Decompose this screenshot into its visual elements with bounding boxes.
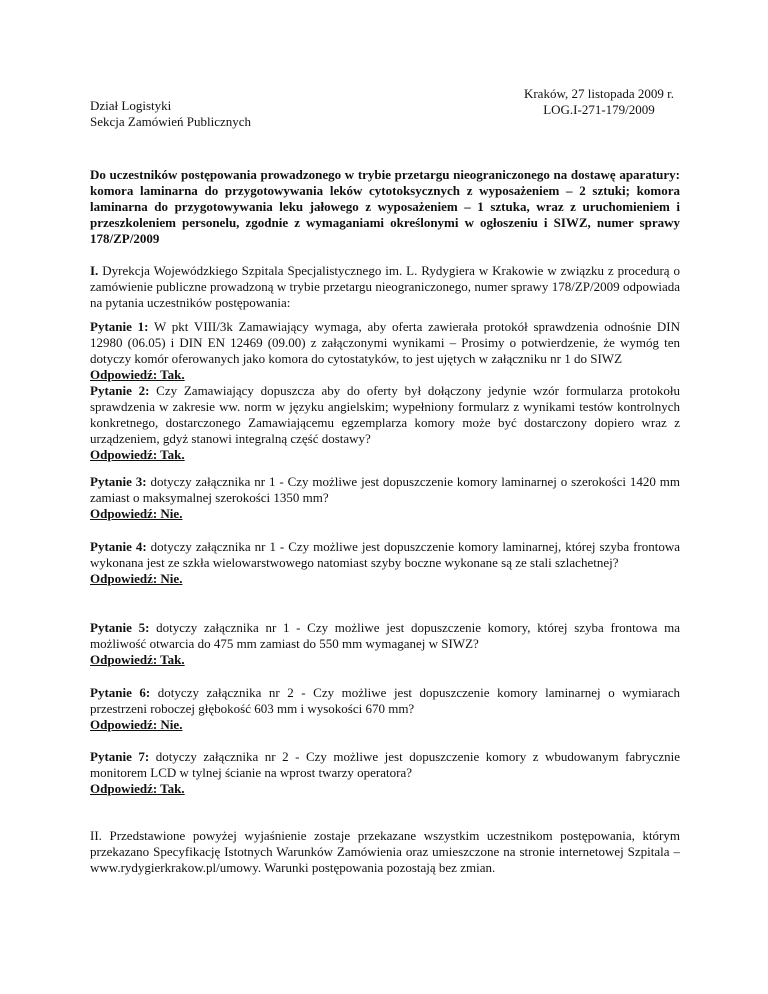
question-1 [90, 319, 680, 367]
answer-2: Odpowiedź: Tak. [90, 447, 185, 462]
qa-block-3 [90, 474, 680, 522]
question-text: Czy Zamawiający dopuszcza aby do oferty był dołączony jedynie wzór formularza protokołu sprawdzenia w zakresie ww. norm w języku angielskim; wypełniony formularz z wynikami testów kontrolnych konkretnego, dostarczonego Zamawiającemu egzemplarza komory może być dostarczony dopiero wraz z urządzeniem, gdyż stanowi integralną część dostawy? [90, 383, 680, 446]
question-label: Pytanie 1: [90, 319, 149, 334]
answer-4: Odpowiedź: Nie. [90, 571, 183, 586]
qa-block-4 [90, 539, 680, 587]
city-date: Kraków, 27 listopada 2009 r. [523, 86, 675, 101]
document-title: Do uczestników postępowania prowadzonego w trybie przetargu nieograniczonego na dostawę aparatury: komora laminarna do przygotowywania leków cytotoksycznych z wyposażeniem – 2 sztuki; komora laminarna do przygotowywania leku jałowego z wyposażeniem – 1 sztuka, wraz z uruchomieniem i przeszkoleniem personelu, zgodnie z wymaganiami określonymi w ogłoszeniu i SIWZ, numer sprawy 178/ZP/2009 [90, 167, 680, 246]
reference-number: LOG.I-271-179/2009 [543, 102, 655, 117]
question-label: Pytanie 7: [90, 749, 150, 764]
question-text: dotyczy załącznika nr 1 - Czy możliwe jest dopuszczenie komory laminarnej o szerokości 1420 mm zamiast o maksymalnej szerokości 1350 mm? [90, 474, 680, 505]
question-6 [90, 685, 680, 717]
question-text: dotyczy załącznika nr 1 - Czy możliwe jest dopuszczenie komory laminarnej, której szyba frontowa wykonana jest ze szkła wielowarstwowego natomiast szyby boczne wykonane są ze stali szlachetnej? [90, 539, 681, 570]
answer-3: Odpowiedź: Nie. [90, 506, 183, 521]
header-right [514, 86, 684, 118]
intro-paragraph [90, 263, 680, 311]
section: Sekcja Zamówień Publicznych [90, 114, 252, 129]
question-label: Pytanie 5: [90, 620, 150, 635]
question-7 [90, 749, 680, 781]
question-label: Pytanie 2: [90, 383, 150, 398]
intro-label: I. [90, 263, 99, 278]
intro-text: Dyrekcja Wojewódzkiego Szpitala Specjalistycznego im. L. Rydygiera w Krakowie w związku z procedurą o zamówienie publiczne prowadzoną w trybie przetargu nieograniczonego, numer sprawy 178/ZP/2009 odpowiada na pytania uczestników postępowania: [90, 263, 680, 310]
qa-block-6 [90, 685, 680, 733]
qa-block-1-2 [90, 319, 680, 463]
department: Dział Logistyki [90, 98, 172, 113]
answer-7: Odpowiedź: Tak. [90, 781, 185, 796]
question-5 [90, 620, 680, 652]
qa-block-7 [90, 749, 680, 797]
question-label: Pytanie 6: [90, 685, 151, 700]
question-label: Pytanie 3: [90, 474, 147, 489]
question-text: W pkt VIII/3k Zamawiający wymaga, aby oferta zawierała protokół sprawdzenia odnośnie DIN 12980 (06.05) i DIN EN 12469 (09.00) z załączonymi wynikami – Prosimy o potwierdzenie, że wymóg ten dotyczy komór oferowanych jako komora do cytostatyków, to jest ujętych w załączniku nr 1 do SIWZ [90, 319, 680, 366]
question-3 [90, 474, 680, 506]
question-label: Pytanie 4: [90, 539, 147, 554]
closing-paragraph: II. Przedstawione powyżej wyjaśnienie zostaje przekazane wszystkim uczestnikom postępowania, którym przekazano Specyfikację Istotnych Warunków Zamówienia oraz umieszczone na stronie internetowej Szpitala – www.rydygierkrakow.pl/umowy. Warunki postępowania pozostają bez zmian. [90, 828, 680, 875]
question-text: dotyczy załącznika nr 2 - Czy możliwe jest dopuszczenie komory z wbudowanym fabrycznie monitorem LCD w tylnej ścianie na wprost twarzy operatora? [90, 749, 681, 780]
question-2 [90, 383, 680, 447]
question-text: dotyczy załącznika nr 2 - Czy możliwe jest dopuszczenie komory laminarnej o wymiarach przestrzeni roboczej głębokość 603 mm i wysokości 670 mm? [90, 685, 680, 716]
answer-6: Odpowiedź: Nie. [90, 717, 183, 732]
answer-1: Odpowiedź: Tak. [90, 367, 185, 382]
qa-block-5 [90, 620, 680, 668]
question-4 [90, 539, 680, 571]
question-text: dotyczy załącznika nr 1 - Czy możliwe jest dopuszczenie komory, której szyba frontowa ma możliwość otwarcia do 475 mm zamiast do 550 mm wymaganej w SIWZ? [90, 620, 680, 651]
header-left [90, 98, 251, 130]
answer-5: Odpowiedź: Tak. [90, 652, 185, 667]
